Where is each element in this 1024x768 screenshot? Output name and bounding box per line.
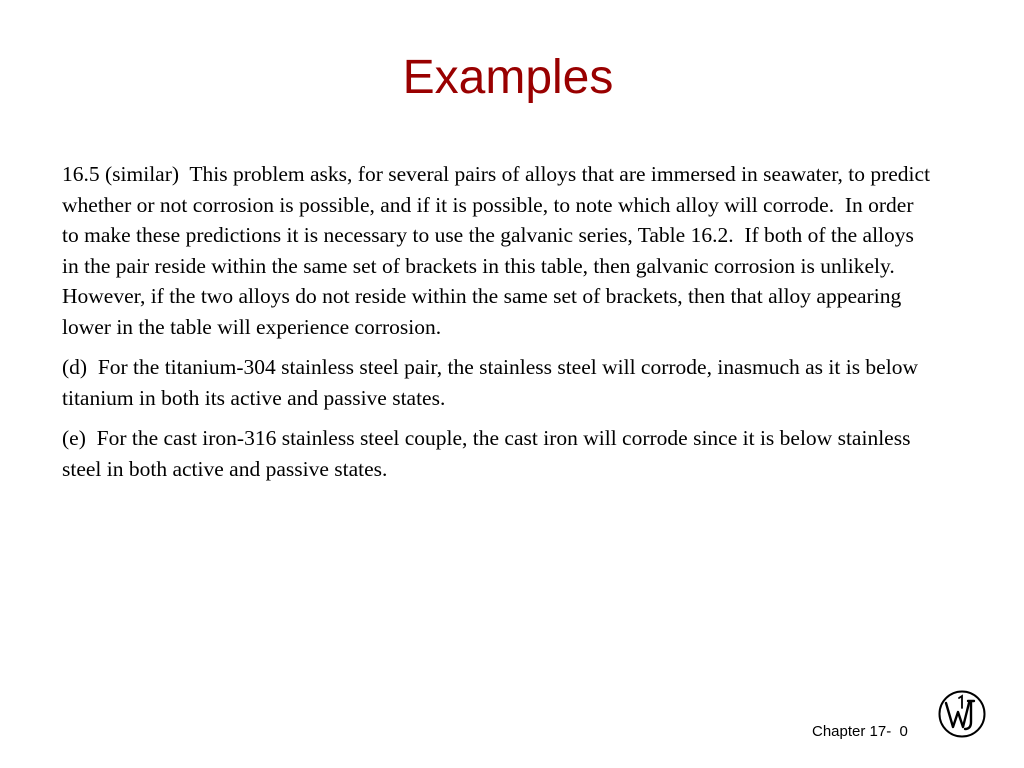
slide-body (62, 159, 936, 494)
wiley-logo-icon (938, 690, 986, 738)
paragraph-problem-intro: 16.5 (similar) This problem asks, for several pairs of alloys that are immersed in seawater, to predict whether or not corrosion is possible, and if it is possible, to note which alloy will corrode. In order to make these predictions it is necessary to use the galvanic series, Table 16.2. If both of the alloys in the pair reside within the same set of brackets in this table, then galvanic corrosion is unlikely. However, if the two alloys do not reside within the same set of brackets, then that alloy appearing lower in the table will experience corrosion. (62, 162, 936, 339)
chapter-label: Chapter 17- 0 (812, 723, 908, 740)
slide-title: Examples (402, 51, 614, 104)
paragraph-part-d: (d) For the titanium-304 stainless steel pair, the stainless steel will corrode, inasmuch as it is below titanium in both its active and passive states. (62, 355, 924, 410)
paragraph-part-e: (e) For the cast iron-316 stainless steel couple, the cast iron will corrode since it is below stainless steel in both active and passive states. (62, 426, 916, 481)
